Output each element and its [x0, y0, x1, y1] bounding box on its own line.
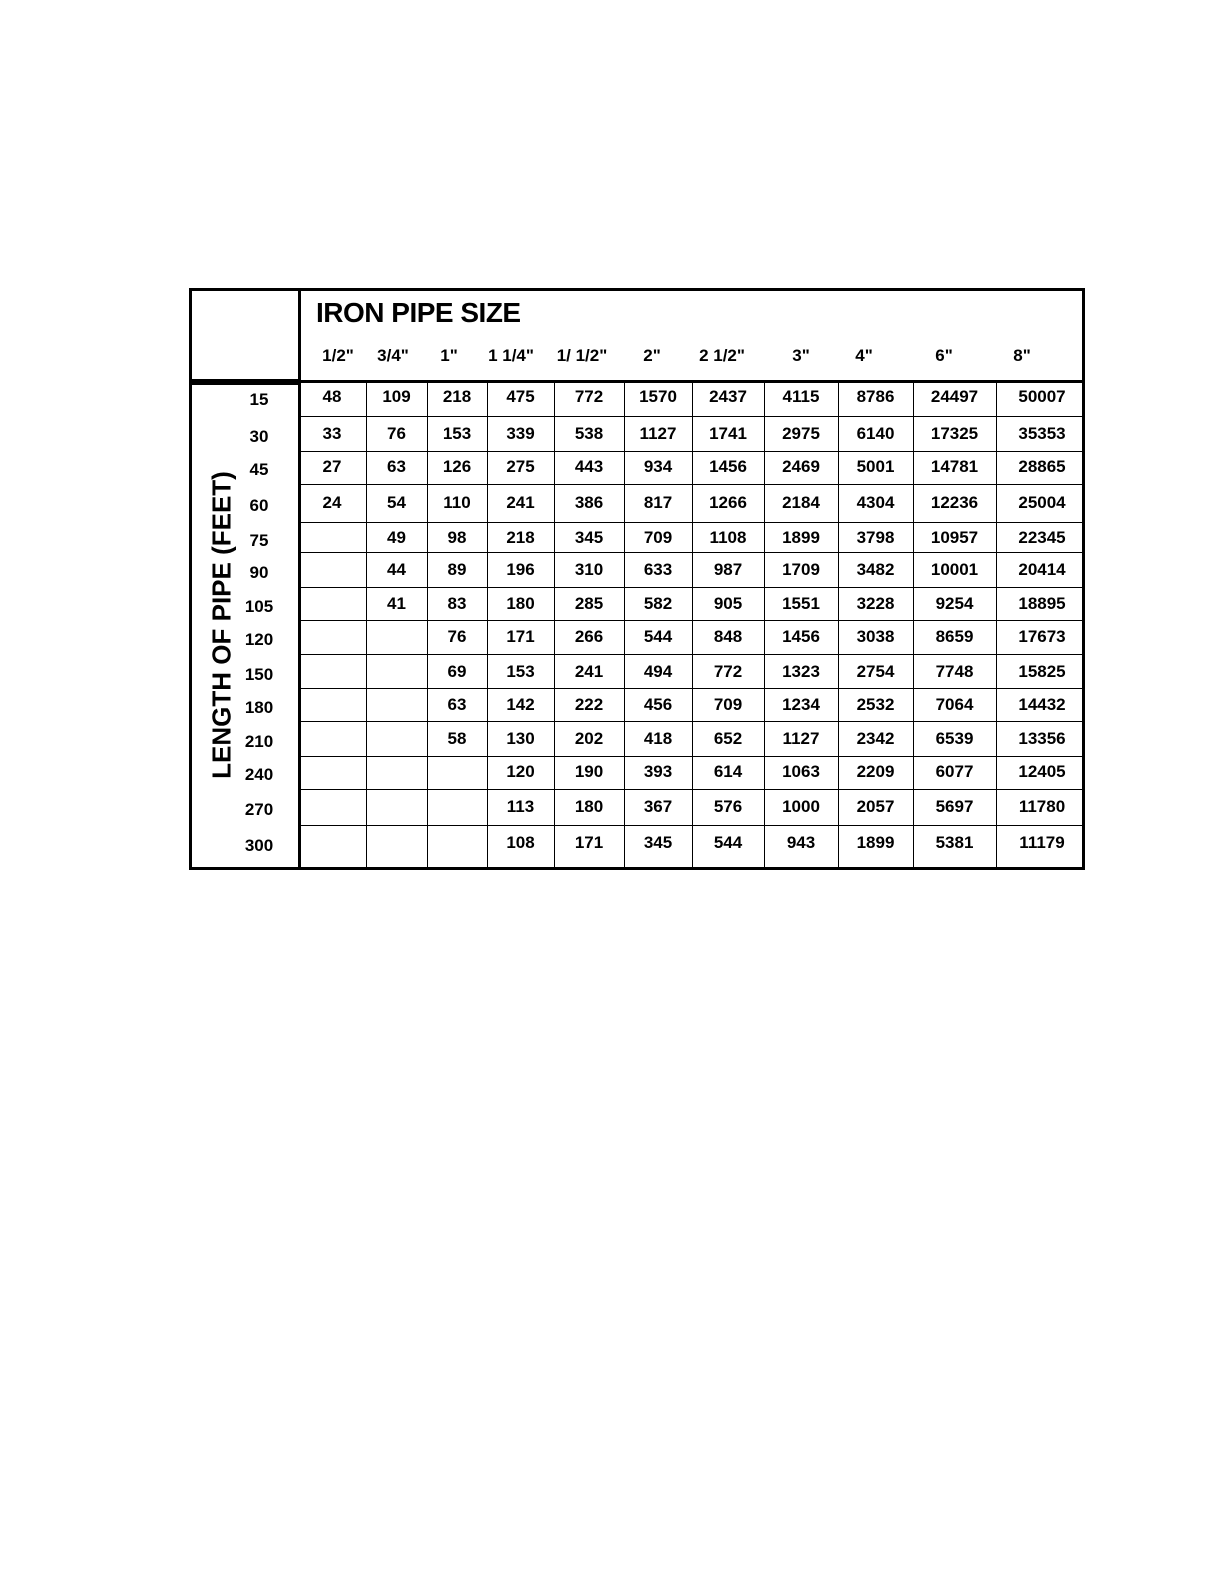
table-cell: 6077	[935, 762, 974, 781]
column-divider	[427, 380, 428, 867]
table-cell: 109	[382, 387, 411, 406]
table-cell: 14781	[930, 457, 979, 476]
table-cell: 339	[506, 424, 535, 443]
pipe-size-label: 1/ 1/2"	[556, 346, 608, 365]
length-label: 180	[244, 698, 274, 717]
table-cell: 8786	[856, 387, 895, 406]
table-cell: 12405	[1018, 762, 1066, 781]
table-cell: 98	[447, 528, 467, 547]
table-cell: 1899	[782, 528, 820, 547]
table-cell: 3038	[856, 627, 895, 646]
pipe-size-label: 3/4"	[377, 346, 409, 365]
column-divider	[554, 380, 555, 867]
table-cell: 18895	[1018, 594, 1066, 613]
table-cell: 25004	[1018, 493, 1066, 512]
table-cell: 345	[574, 528, 604, 547]
table-cell: 544	[713, 833, 743, 852]
table-cell: 275	[506, 457, 535, 476]
table-cell: 24	[322, 493, 342, 512]
table-cell: 241	[574, 662, 604, 681]
table-cell: 386	[574, 493, 604, 512]
table-cell: 222	[574, 695, 604, 714]
table-cell: 171	[506, 627, 535, 646]
row-divider	[298, 451, 1082, 452]
table-cell: 4304	[856, 493, 895, 512]
table-cell: 817	[643, 493, 673, 512]
table-cell: 475	[506, 387, 535, 406]
table-cell: 614	[713, 762, 743, 781]
length-label: 15	[249, 390, 269, 409]
length-label: 75	[249, 531, 269, 550]
table-cell: 538	[574, 424, 604, 443]
table-cell: 3798	[856, 528, 895, 547]
table-cell: 142	[506, 695, 535, 714]
table-cell: 50007	[1018, 387, 1066, 406]
pipe-size-label: 2 1/2"	[699, 346, 745, 365]
table-cell: 1456	[782, 627, 820, 646]
table-cell: 345	[643, 833, 673, 852]
row-divider	[298, 789, 1082, 790]
table-cell: 120	[506, 762, 535, 781]
table-cell: 6140	[856, 424, 895, 443]
pipe-size-label: 8"	[1013, 346, 1031, 365]
table-cell: 8659	[935, 627, 974, 646]
table-cell: 89	[447, 560, 467, 579]
table-cell: 5697	[935, 797, 974, 816]
table-cell: 22345	[1018, 528, 1066, 547]
table-cell: 2975	[782, 424, 820, 443]
length-label: 150	[244, 665, 274, 684]
table-cell: 1108	[709, 528, 747, 547]
table-cell: 27	[322, 457, 342, 476]
table-cell: 633	[643, 560, 673, 579]
table-cell: 310	[574, 560, 604, 579]
table-cell: 218	[506, 528, 535, 547]
length-label: 60	[249, 496, 269, 515]
row-divider	[298, 484, 1082, 485]
table-cell: 772	[713, 662, 743, 681]
pipe-sizing-table	[189, 288, 1085, 870]
table-grid	[298, 380, 1082, 867]
row-divider	[298, 721, 1082, 722]
table-cell: 1063	[782, 762, 820, 781]
table-cell: 5001	[856, 457, 895, 476]
table-cell: 285	[574, 594, 604, 613]
table-cell: 54	[387, 493, 406, 512]
table-cell: 180	[574, 797, 604, 816]
table-cell: 2754	[856, 662, 895, 681]
table-cell: 49	[387, 528, 406, 547]
row-divider	[298, 825, 1082, 826]
row-divider	[298, 756, 1082, 757]
table-cell: 544	[643, 627, 673, 646]
table-cell: 905	[713, 594, 743, 613]
table-cell: 17673	[1018, 627, 1066, 646]
table-cell: 33	[322, 424, 342, 443]
table-cell: 2209	[856, 762, 895, 781]
table-cell: 10957	[930, 528, 979, 547]
table-cell: 576	[713, 797, 743, 816]
column-divider	[624, 380, 625, 867]
row-divider	[298, 522, 1082, 523]
table-cell: 202	[574, 729, 604, 748]
length-label: 120	[244, 630, 274, 649]
row-divider	[298, 587, 1082, 588]
table-cell: 28865	[1018, 457, 1066, 476]
table-header	[301, 291, 1082, 383]
table-cell: 709	[713, 695, 743, 714]
table-cell: 15825	[1018, 662, 1066, 681]
table-cell: 126	[442, 457, 472, 476]
table-cell: 20414	[1018, 560, 1066, 579]
table-cell: 709	[643, 528, 673, 547]
table-cell: 12236	[930, 493, 979, 512]
column-divider	[366, 380, 367, 867]
pipe-size-label: 3"	[792, 346, 810, 365]
length-label: 300	[244, 836, 274, 855]
length-label: 90	[249, 563, 269, 582]
length-label: 30	[249, 427, 269, 446]
table-cell: 48	[322, 387, 342, 406]
table-cell: 2342	[856, 729, 895, 748]
table-cell: 494	[643, 662, 673, 681]
table-cell: 2469	[782, 457, 820, 476]
table-cell: 110	[443, 493, 471, 512]
table-cell: 58	[447, 729, 467, 748]
table-cell: 1899	[856, 833, 895, 852]
table-title: IRON PIPE SIZE	[316, 297, 521, 328]
table-cell: 180	[506, 594, 535, 613]
column-divider	[764, 380, 765, 867]
table-cell: 41	[387, 594, 406, 613]
table-cell: 1551	[782, 594, 820, 613]
table-cell: 9254	[935, 594, 974, 613]
table-cell: 1323	[782, 662, 820, 681]
table-cell: 14432	[1018, 695, 1066, 714]
table-cell: 2184	[782, 493, 820, 512]
pipe-size-label: 1"	[440, 346, 458, 365]
table-cell: 848	[713, 627, 743, 646]
length-axis	[192, 382, 301, 867]
table-cell: 652	[713, 729, 743, 748]
column-divider	[838, 380, 839, 867]
table-cell: 3228	[856, 594, 895, 613]
table-cell: 13356	[1018, 729, 1066, 748]
table-cell: 63	[447, 695, 467, 714]
table-cell: 3482	[856, 560, 895, 579]
column-divider	[692, 380, 693, 867]
table-cell: 7748	[935, 662, 974, 681]
table-cell: 10001	[930, 560, 979, 579]
length-label: 105	[244, 597, 274, 616]
table-cell: 17325	[930, 424, 979, 443]
row-divider	[298, 552, 1082, 553]
pipe-size-label: 6"	[935, 346, 953, 365]
table-cell: 241	[506, 493, 535, 512]
table-cell: 1456	[709, 457, 747, 476]
column-divider	[996, 380, 997, 867]
table-cell: 153	[506, 662, 535, 681]
table-cell: 1570	[639, 387, 677, 406]
table-cell: 1234	[782, 695, 820, 714]
table-cell: 153	[442, 424, 472, 443]
table-cell: 24497	[930, 387, 979, 406]
table-cell: 108	[506, 833, 535, 852]
table-cell: 69	[447, 662, 467, 681]
table-cell: 218	[442, 387, 472, 406]
table-cell: 418	[643, 729, 673, 748]
table-cell: 1127	[639, 424, 677, 443]
table-cell: 76	[447, 627, 467, 646]
table-cell: 11179	[1019, 833, 1065, 852]
table-cell: 6539	[935, 729, 974, 748]
column-divider	[913, 380, 914, 867]
table-cell: 44	[387, 560, 406, 579]
table-cell: 7064	[935, 695, 974, 714]
table-cell: 35353	[1018, 424, 1066, 443]
length-label: 240	[244, 765, 274, 784]
table-corner	[192, 291, 301, 382]
table-cell: 934	[643, 457, 673, 476]
length-axis-title: LENGTH OF PIPE (FEET)	[206, 471, 237, 779]
table-cell: 196	[506, 560, 535, 579]
table-cell: 2532	[856, 695, 895, 714]
pipe-size-label: 2"	[643, 346, 661, 365]
length-label: 45	[249, 460, 269, 479]
table-cell: 11780	[1018, 797, 1066, 816]
table-cell: 582	[643, 594, 673, 613]
table-cell: 113	[506, 797, 535, 816]
pipe-size-label: 4"	[855, 346, 873, 365]
pipe-size-label: 1 1/4"	[488, 346, 534, 365]
table-cell: 1266	[709, 493, 747, 512]
table-cell: 1000	[782, 797, 820, 816]
table-cell: 1127	[782, 729, 820, 748]
table-cell: 76	[387, 424, 406, 443]
row-divider	[298, 654, 1082, 655]
table-cell: 2057	[856, 797, 895, 816]
table-cell: 393	[643, 762, 673, 781]
length-label: 270	[244, 800, 274, 819]
column-divider	[487, 380, 488, 867]
row-divider	[298, 416, 1082, 417]
table-cell: 266	[574, 627, 604, 646]
row-divider	[298, 688, 1082, 689]
table-cell: 443	[574, 457, 604, 476]
table-cell: 1741	[709, 424, 747, 443]
table-cell: 5381	[935, 833, 974, 852]
table-cell: 456	[643, 695, 673, 714]
table-cell: 772	[574, 387, 604, 406]
table-cell: 83	[447, 594, 467, 613]
table-cell: 130	[506, 729, 535, 748]
table-cell: 987	[713, 560, 743, 579]
table-cell: 367	[643, 797, 673, 816]
length-label: 210	[244, 732, 274, 751]
table-cell: 1709	[782, 560, 820, 579]
table-cell: 190	[574, 762, 604, 781]
table-cell: 943	[786, 833, 816, 852]
table-cell: 4115	[782, 387, 820, 406]
row-divider	[298, 620, 1082, 621]
table-cell: 2437	[709, 387, 747, 406]
table-cell: 63	[387, 457, 406, 476]
pipe-size-label: 1/2"	[322, 346, 354, 365]
table-cell: 171	[574, 833, 604, 852]
